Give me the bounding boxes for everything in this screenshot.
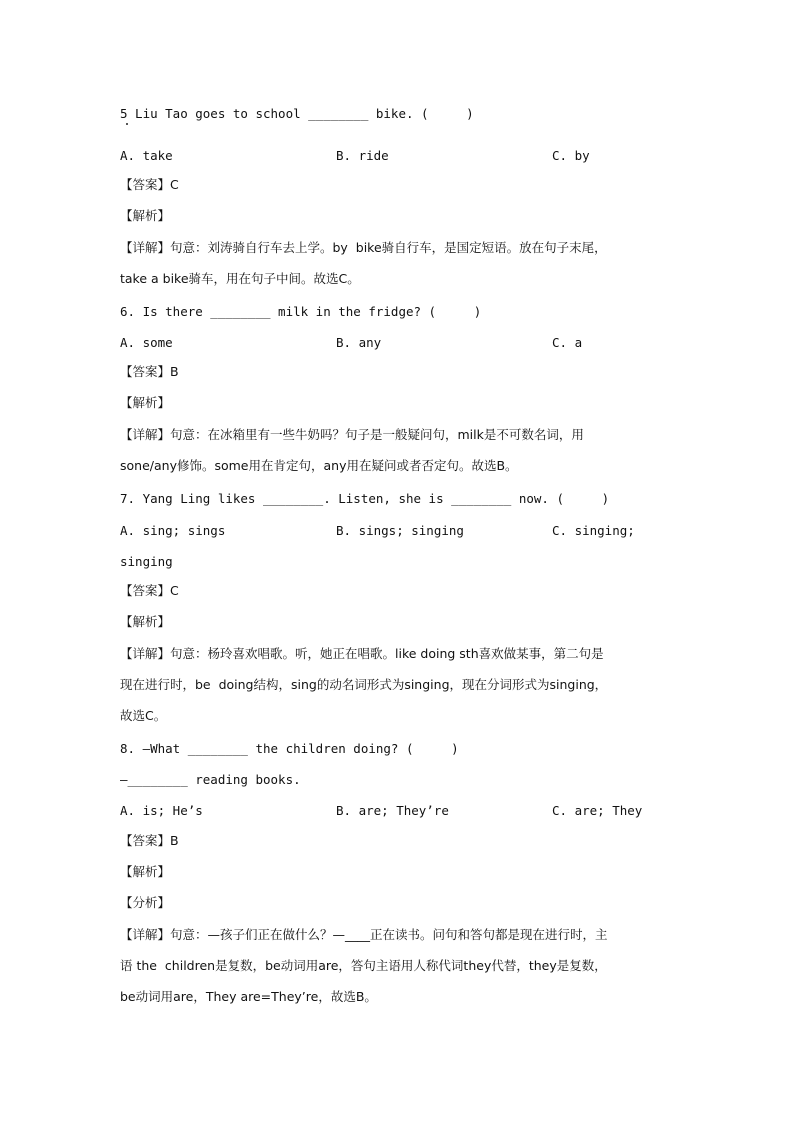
q5-option-c: C. by [552, 148, 590, 163]
q7-answer: 【答案】C [120, 583, 179, 598]
q8-detail-line-1: 【详解】句意：—孩子们正在做什么？—____正在读书。问句和答句都是现在进行时，主 [120, 927, 608, 942]
q5-option-a: A. take [120, 148, 173, 163]
bullet-dot [126, 123, 128, 125]
q8-detail-line-2: 语 the children是复数，be动词用are，答句主语用人称代词they代替，they是复数， [120, 958, 607, 973]
q7-option-c: C. singing; [552, 523, 635, 538]
q6-analysis-label: 【解析】 [120, 395, 171, 410]
q7-analysis-label: 【解析】 [120, 614, 171, 629]
q8-option-a: A. is; He’s [120, 803, 203, 818]
q8-option-b: B. are; They’re [336, 803, 449, 818]
q6-option-b: B. any [336, 335, 382, 350]
q6-answer: 【答案】B [120, 364, 179, 379]
q6-detail-line-1: 【详解】句意：在冰箱里有一些牛奶吗？句子是一般疑问句，milk是不可数名词，用 [120, 427, 584, 442]
q7-option-b: B. sings; singing [336, 523, 464, 538]
q7-option-a: A. sing; sings [120, 523, 226, 538]
q5-detail-line-2: take a bike骑车，用在句子中间。故选C。 [120, 271, 360, 286]
q8-analysis-label: 【解析】 [120, 864, 171, 879]
q8-reply: —________ reading books. [120, 772, 301, 787]
q8-fenxi-label: 【分析】 [120, 895, 171, 910]
q5-detail-line-1: 【详解】句意：刘涛骑自行车去上学。by bike骑自行车，是国定短语。放在句子末尾， [120, 240, 607, 255]
q7-option-c-wrap: singing [120, 554, 173, 569]
q6-detail-line-2: sone/any修饰。some用在肯定句，any用在疑问或者否定句。故选B。 [120, 458, 518, 473]
q5-analysis-label: 【解析】 [120, 208, 171, 223]
q8-option-c: C. are; They [552, 803, 643, 818]
q6-option-c: C. a [552, 335, 583, 350]
q8-stem: 8. —What ________ the children doing? ( ) [120, 741, 459, 756]
q8-detail-line-3: be动词用are，They are=They’re，故选B。 [120, 989, 377, 1004]
q8-answer: 【答案】B [120, 833, 179, 848]
q7-detail-line-2: 现在进行时，be doing结构，sing的动名词形式为singing，现在分词形式为singing， [120, 677, 608, 692]
q6-option-a: A. some [120, 335, 173, 350]
q7-detail-line-3: 故选C。 [120, 708, 167, 723]
q7-stem: 7. Yang Ling likes ________. Listen, she is ________ now. ( ) [120, 491, 610, 506]
q5-stem: 5 Liu Tao goes to school ________ bike. ( ) [120, 106, 474, 121]
q5-option-b: B. ride [336, 148, 389, 163]
q7-detail-line-1: 【详解】句意：杨玲喜欢唱歌。听，她正在唱歌。like doing sth喜欢做某事，第二句是 [120, 646, 604, 661]
q5-answer: 【答案】C [120, 177, 179, 192]
q6-stem: 6. Is there ________ milk in the fridge? ( ) [120, 304, 482, 319]
